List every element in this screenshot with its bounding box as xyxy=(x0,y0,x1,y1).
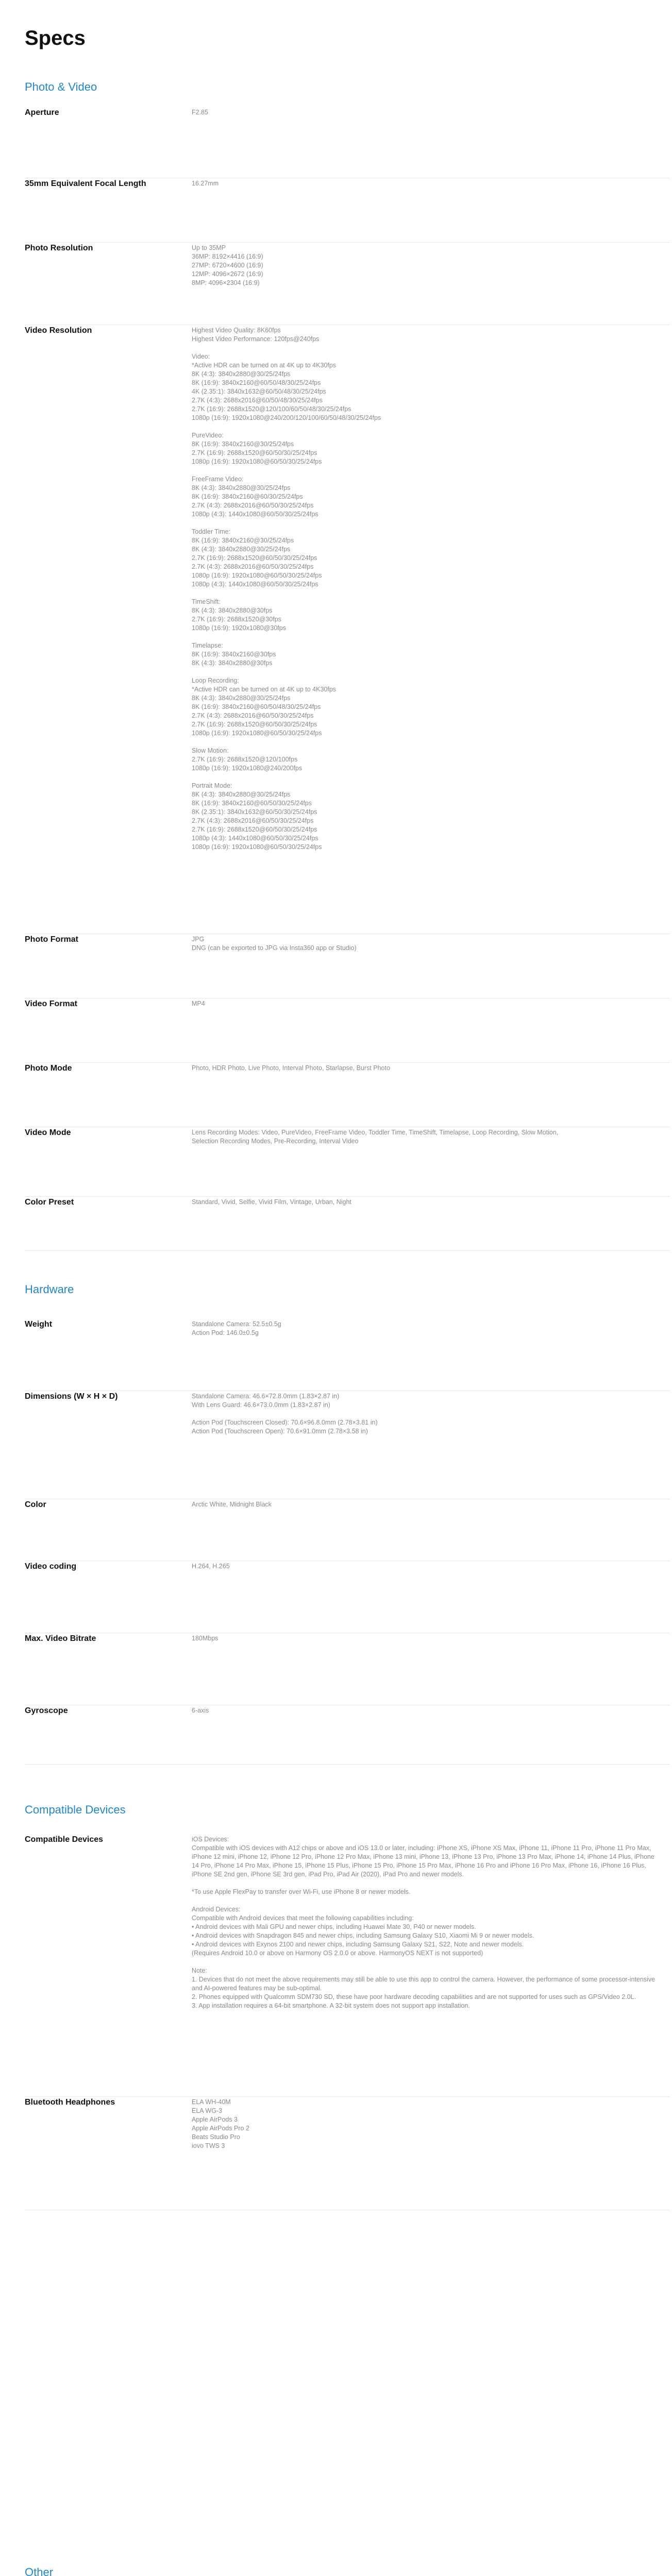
spec-row xyxy=(25,1063,670,1127)
spec-row xyxy=(25,2097,670,2210)
spec-value: H.264, H.265 xyxy=(192,1563,230,1570)
spec-label: Video Format xyxy=(25,999,77,1008)
spec-row xyxy=(25,1705,670,1765)
spec-label: Color Preset xyxy=(25,1198,74,1207)
spec-value: 180Mbps xyxy=(192,1635,219,1642)
spec-label: Video Mode xyxy=(25,1128,71,1137)
spec-row xyxy=(25,1319,670,1391)
spec-value: MP4 xyxy=(192,1000,205,1007)
spec-value: 6-axis xyxy=(192,1707,209,1714)
spec-row xyxy=(25,1499,670,1561)
spec-value: Photo, HDR Photo, Live Photo, Interval Photo, Starlapse, Burst Photo xyxy=(192,1064,390,1072)
spec-value: ELA WH-40M ELA WG-3 Apple AirPods 3 Apple AirPods Pro 2 Beats Studio Pro iovo TWS 3 xyxy=(192,2098,249,2149)
spec-list xyxy=(25,1834,670,2210)
spec-row xyxy=(25,998,670,1063)
spec-row xyxy=(25,107,670,178)
spec-label: Weight xyxy=(25,1320,53,1329)
spec-label: Bluetooth Headphones xyxy=(25,2098,115,2107)
spec-row xyxy=(25,934,670,998)
section-title: Compatible Devices xyxy=(25,1803,126,1816)
spec-value: Standalone Camera: 46.6×72.8.0mm (1.83×2.87 in) With Lens Guard: 46.6×73.0.0mm (1.83×2.87 in) Action Pod (Touchscreen Closed): 70.6×96.8.0mm (2.78×3.81 in) Action Pod (Touchscreen Open): 70.6×91.0mm (2.78×3.58 in) xyxy=(192,1393,378,1435)
spec-value: Standalone Camera: 52.5±0.5g Action Pod: 146.0±0.5g xyxy=(192,1320,281,1336)
spec-label: Photo Format xyxy=(25,935,78,944)
spec-value: Standard, Vivid, Selfie, Vivid Film, Vintage, Urban, Night xyxy=(192,1198,351,1206)
section-title: Other xyxy=(25,2566,54,2576)
spec-label: Dimensions (W × H × D) xyxy=(25,1392,118,1401)
spec-label: Max. Video Bitrate xyxy=(25,1634,96,1643)
spec-value: Up to 35MP 36MP: 8192×4416 (16:9) 27MP: 6720×4600 (16:9) 12MP: 4096×2672 (16:9) 8MP: 4096×2304 (16:9) xyxy=(192,244,263,286)
spec-label: Photo Resolution xyxy=(25,244,93,252)
spec-label: 35mm Equivalent Focal Length xyxy=(25,179,146,188)
spec-label: Compatible Devices xyxy=(25,1835,104,1844)
spec-label: Gyroscope xyxy=(25,1706,68,1715)
spec-row xyxy=(25,1197,670,1251)
spec-value: iOS Devices: Compatible with iOS devices with A12 chips or above and iOS 13.0 or later, including: iPhone XS, iPhone XS Max, iPhone 11, iPhone 11 Pro, iPhone 11 Pro Max, iPhone 12 mini, iPhone 12, iPhone 12 Pro, iPhone 12 Pro Max, iPhone 13 mini, iPhone 13, iPhone 13 Pro, iPhone 13 Pro Max, iPhone 14, iPhone 14 Plus, iPhone 14 Pro, iPhone 14 Pro Max, iPhone 15, iPhone 15 Plus, iPhone 15 Pro, iPhone 15 Pro Max, iPhone 16 Pro and iPhone 16 Pro Max, iPhone 16, iPhone 16 Plus, iPhone SE 2nd gen, iPhone SE 3rd gen, iPad Pro, iPad Air (2020), iPad Pro and newer models. *To use Apple FlexPay to transfer over Wi-Fi, use iPhone 8 or newer models. Android Devices: Compatible with Android devices that meet the following capabilities including: • Android devices with Mali GPU and newer chips, including Huawei Mate 30, P40 or newer models. • Android devices with Snapdragon 845 and newer chips, including Samsung Galaxy S10, Xiaomi Mi 9 or newer models. • Android devices with Exynos 2100 and newer chips, including Samsung Galaxy S21, S22, Note and newer models. (Requires Android 10.0 or above on Harmony OS 2.0.0 or above. HarmonyOS NEXT is not supported) Note: 1. Devices that do not meet the above requirements may still be able to use this app to control the camera. However, the performance of some processor-intensive and AI-powered features may be sub-optimal. 2. Phones equipped with Qualcomm SDM730 SD, these have poor hardware decoding capabilities and are not supported for uses such as GPS/Video 2.0L. 3. App installation requires a 64-bit smartphone. A 32-bit system does not support app installation. xyxy=(192,1836,656,2009)
page-title: Specs xyxy=(25,27,86,49)
spec-value: 16.27mm xyxy=(192,180,219,187)
section-title: Hardware xyxy=(25,1283,74,1296)
spec-row xyxy=(25,1391,670,1499)
spec-label: Photo Mode xyxy=(25,1064,72,1073)
section-title: Photo & Video xyxy=(25,80,97,93)
spec-row xyxy=(25,178,670,243)
spec-row xyxy=(25,1633,670,1705)
spec-list xyxy=(25,1319,670,1765)
spec-label: Color xyxy=(25,1500,46,1509)
spec-row xyxy=(25,1834,670,2097)
spec-value: Arctic White, Midnight Black xyxy=(192,1501,272,1508)
spec-row xyxy=(25,1127,670,1197)
spec-value: F2.85 xyxy=(192,109,208,116)
spec-label: Video coding xyxy=(25,1562,77,1571)
spec-label: Aperture xyxy=(25,108,59,117)
spec-list xyxy=(25,107,670,1251)
spec-row xyxy=(25,325,670,934)
spec-label: Video Resolution xyxy=(25,326,92,335)
spec-value: Lens Recording Modes: Video, PureVideo, FreeFrame Video, Toddler Time, TimeShift, Timelapse, Loop Recording, Slow Motion, Selection Recording Modes, Pre-Recording, Interval Video xyxy=(192,1129,559,1145)
spec-row xyxy=(25,1561,670,1633)
spec-value: Highest Video Quality: 8K60fps Highest Video Performance: 120fps@240fps Video: *Active HDR can be turned on at 4K up to 4K30fps 8K (4:3): 3840x2880@30/25/24fps 8K (16:9): 3840x2160@60/50/48/30/25/24fps 4K (2.35:1): 3840x1632@60/50/48/30/25/24fps 2.7K (4:3): 2688x2016@60/50/48/30/25/24fps 2.7K (16:9): 2688x1520@120/100/60/50/48/30/25/24fps 1080p (16:9): 1920x1080@240/200/120/100/60/50/48/30/25/24fps PureVideo: 8K (16:9): 3840x2160@30/25/24fps 2.7K (16:9): 2688x1520@60/50/30/25/24fps 1080p (16:9): 1920x1080@60/50/30/25/24fps FreeFrame Video: 8K (4:3): 3840x2880@30/25/24fps 8K (16:9): 3840x2160@60/30/25/24fps 2.7K (4:3): 2688x2016@60/50/30/25/24fps 1080p (4:3): 1440x1080@60/50/30/25/24fps Toddler Time: 8K (16:9): 3840x2160@30/25/24fps 8K (4:3): 3840x2880@30/25/24fps 2.7K (16:9): 2688x1520@60/50/30/25/24fps 2.7K (4:3): 2688x2016@60/50/30/25/24fps 1080p (16:9): 1920x1080@60/50/30/25/24fps 1080p (4:3): 1440x1080@60/50/30/25/24fps TimeShift: 8K (4:3): 3840x2880@30fps 2.7K (16:9): 2688x1520@30fps 1080p (16:9): 1920x1080@30fps Timelapse: 8K (16:9): 3840x2160@30fps 8K (4:3): 3840x2880@30fps Loop Recording: *Active HDR can be turned on at 4K up to 4K30fps 8K (4:3): 3840x2880@30/25/24fps 8K (16:9): 3840x2160@60/50/48/30/25/24fps 2.7K (4:3): 2688x2016@60/50/30/25/24fps 2.7K (16:9): 2688x1520@60/50/30/25/24fps 1080p (16:9): 1920x1080@60/50/30/25/24fps Slow Motion: 2.7K (16:9): 2688x1520@120/100fps 1080p (16:9): 1920x1080@240/200fps Portrait Mode: 8K (4:3): 3840x2880@30/25/24fps 8K (16:9): 3840x2160@60/50/30/25/24fps 8K (2.35:1): 3840x1632@60/50/30/25/24fps 2.7K (4:3): 2688x2016@60/50/30/25/24fps 2.7K (16:9): 2688x1520@60/50/30/25/24fps 1080p (4:3): 1440x1080@60/50/30/25/24fps 1080p (16:9): 1920x1080@60/50/30/25/24fps xyxy=(192,327,381,851)
spec-value: JPG DNG (can be exported to JPG via Insta360 app or Studio) xyxy=(192,936,357,952)
spec-row xyxy=(25,243,670,325)
